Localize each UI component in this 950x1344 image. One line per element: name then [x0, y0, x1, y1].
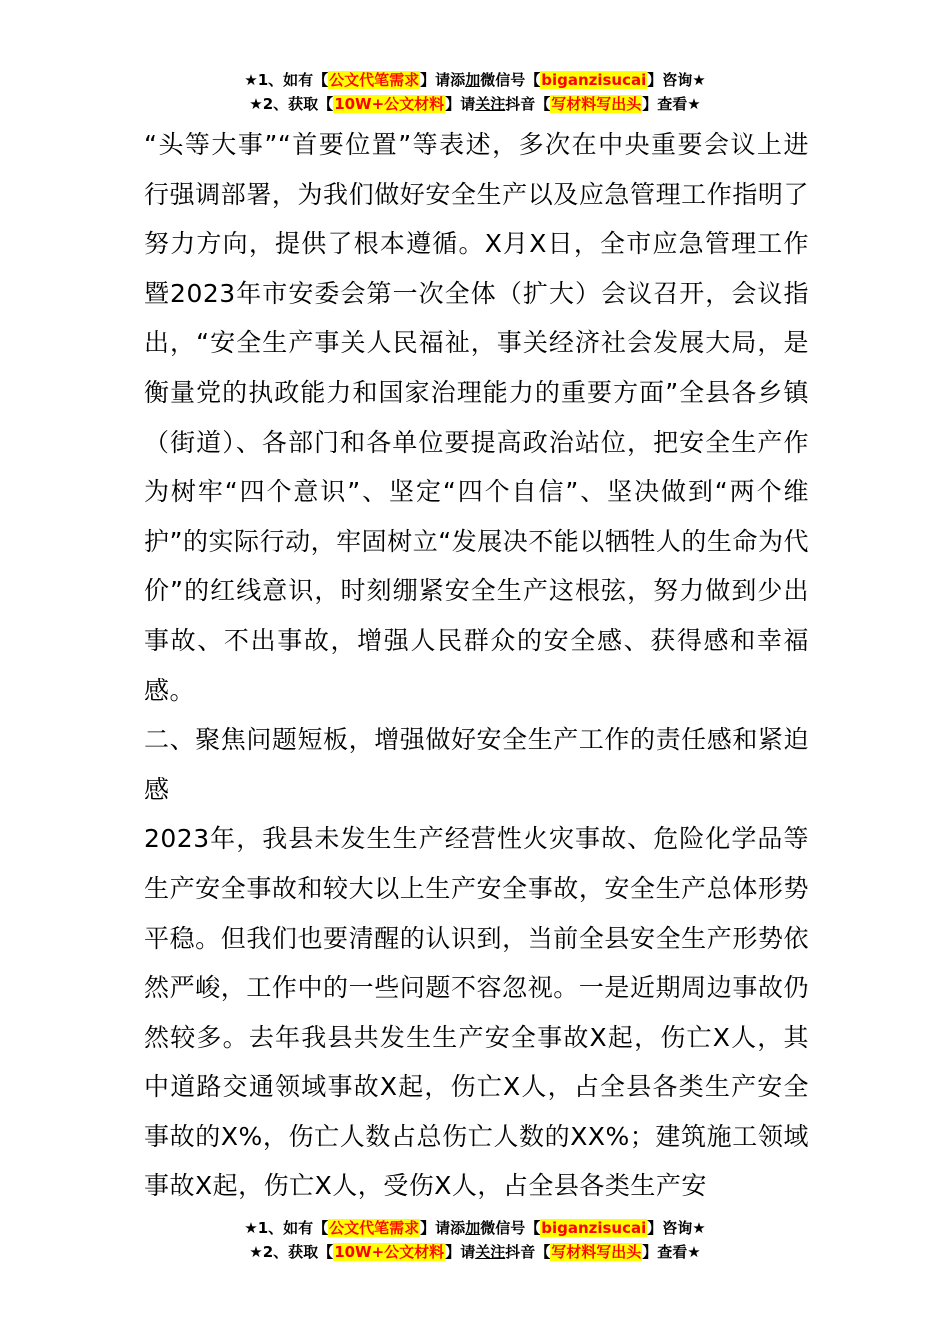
highlight-materials: 10W+公文材料 — [334, 1243, 445, 1261]
highlight-douyin: 写材料写出头 — [551, 1243, 642, 1261]
banner-text: 】查看★ — [642, 95, 701, 113]
banner-emphasis: 关注 — [475, 1243, 506, 1261]
paragraph-body: 2023年，我县未发生生产经营性火灾事故、危险化学品等生产安全事故和较大以上生产安全事故，安全生产总体形势平稳。但我们也要清醒的认识到，当前全县安全生产形势依然严峻，工作中的一些问题不容忽视。一是近期周边事故仍然较多。去年我县共发生生产安全事故X起，伤亡X人，其中道路交通领域事故X起，伤亡X人，占全县各类生产安全事故的X%，伤亡人数占总伤亡人数的XX%；建筑施工领域事故X起，伤亡X人，受伤X人，占全县各类生产安 — [144, 824, 809, 1201]
footer-banner — [0, 1216, 950, 1264]
banner-text: 】查看★ — [642, 1243, 701, 1261]
banner-line-2 — [0, 92, 950, 116]
highlight-wechat-id: biganzisucai — [541, 71, 647, 89]
banner-text: 】请 — [445, 95, 476, 113]
banner-line-1 — [0, 1216, 950, 1240]
banner-text: 抖音【 — [505, 95, 551, 113]
banner-emphasis: 加 — [465, 1219, 481, 1237]
banner-text: 】咨询★ — [647, 1219, 706, 1237]
banner-text: 】请添 — [420, 71, 466, 89]
banner-text: 】咨询★ — [647, 71, 706, 89]
banner-text: 微信号【 — [480, 1219, 541, 1237]
banner-line-1 — [0, 68, 950, 92]
banner-text: 】请 — [445, 1243, 476, 1261]
banner-text: ★1、如有【 — [244, 1219, 329, 1237]
section-heading: 二、聚焦问题短板，增强做好安全生产工作的责任感和紧迫感 — [144, 725, 809, 804]
highlight-service: 公文代笔需求 — [329, 71, 420, 89]
banner-line-2 — [0, 1240, 950, 1264]
highlight-douyin: 写材料写出头 — [551, 95, 642, 113]
banner-text: 】请添 — [420, 1219, 466, 1237]
banner-emphasis: 关注 — [475, 95, 506, 113]
banner-text: 抖音【 — [505, 1243, 551, 1261]
document-body — [144, 120, 809, 1211]
banner-text: ★1、如有【 — [244, 71, 329, 89]
highlight-wechat-id: biganzisucai — [541, 1219, 647, 1237]
paragraph-continuation: “头等大事”“首要位置”等表述，多次在中央重要会议上进行强调部署，为我们做好安全生产以及应急管理工作指明了努力方向，提供了根本遵循。X月X日，全市应急管理工作暨2023年市安委会第一次全体（扩大）会议召开，会议指出，“安全生产事关人民福祉，事关经济社会发展大局，是衡量党的执政能力和国家治理能力的重要方面”全县各乡镇（街道）、各部门和各单位要提高政治站位，把安全生产作为树牢“四个意识”、坚定“四个自信”、坚决做到“两个维护”的实际行动，牢固树立“发展决不能以牺牲人的生命为代价”的红线意识，时刻绷紧安全生产这根弦，努力做到少出事故、不出事故，增强人民群众的安全感、获得感和幸福感。 — [144, 130, 809, 705]
banner-text: ★2、获取【 — [249, 1243, 334, 1261]
banner-text: ★2、获取【 — [249, 95, 334, 113]
highlight-service: 公文代笔需求 — [329, 1219, 420, 1237]
header-banner — [0, 68, 950, 116]
highlight-materials: 10W+公文材料 — [334, 95, 445, 113]
banner-text: 微信号【 — [480, 71, 541, 89]
banner-emphasis: 加 — [465, 71, 481, 89]
